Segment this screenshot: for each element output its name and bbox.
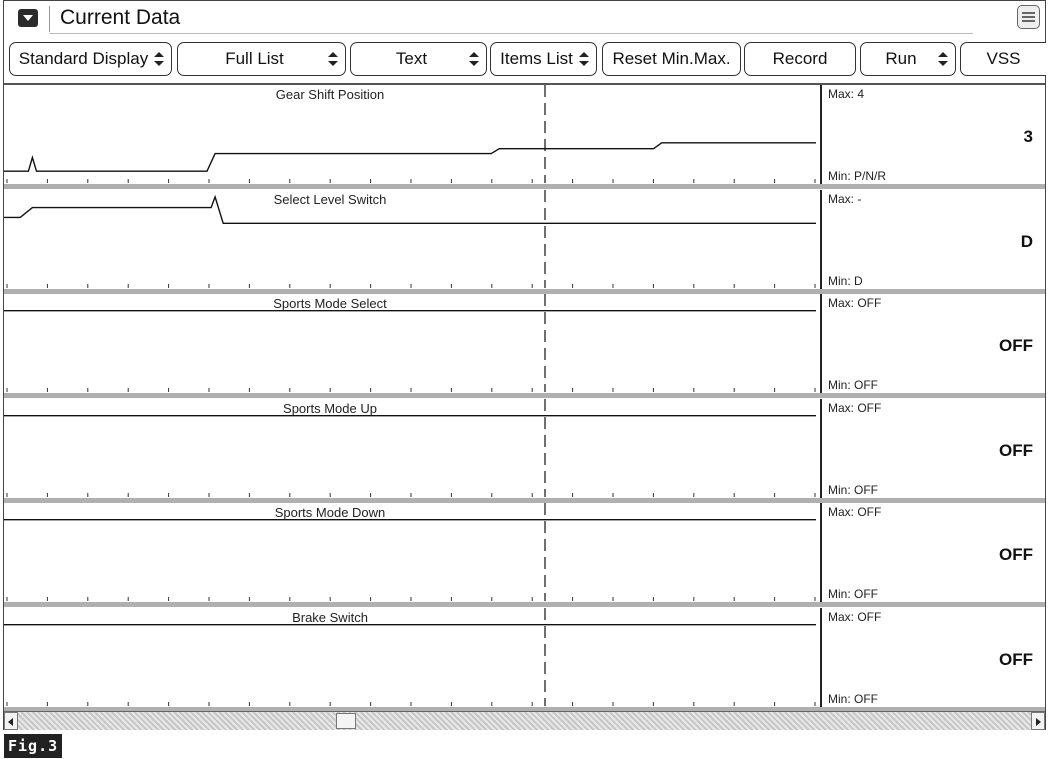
max-value: Max: OFF: [828, 505, 882, 519]
up-down-arrows-icon: [579, 52, 589, 66]
signal-name: Sports Mode Select: [273, 296, 387, 311]
value-divider: [820, 503, 822, 607]
items-list-select[interactable]: [490, 42, 597, 76]
full-list-select[interactable]: [177, 42, 346, 76]
text-label: Text: [395, 49, 428, 68]
record-button[interactable]: [744, 42, 856, 76]
graph-panel: [4, 294, 1045, 398]
current-value: OFF: [999, 649, 1033, 669]
current-value: OFF: [999, 545, 1033, 564]
signal-name: Select Level Switch: [273, 191, 387, 207]
reset-min-max-button[interactable]: [602, 42, 741, 76]
max-value: Max: OFF: [828, 609, 882, 624]
scroll-thumb[interactable]: [336, 713, 356, 729]
value-divider: [820, 85, 822, 189]
vss-label: VSS: [986, 49, 1021, 68]
list-menu-icon[interactable]: [1017, 5, 1040, 29]
max-value: Max: 4: [828, 87, 865, 101]
min-value: Min: P/N/R: [828, 169, 887, 183]
toolbar: [4, 42, 1045, 78]
horizontal-scrollbar[interactable]: [4, 711, 1045, 730]
graph-panel: [4, 503, 1045, 607]
max-value: Max: OFF: [828, 296, 882, 310]
vss-button[interactable]: [960, 42, 1046, 76]
current-value: D: [1020, 231, 1033, 251]
collapse-arrow-icon[interactable]: [18, 9, 38, 27]
panel-separator: [4, 184, 1045, 189]
up-down-arrows-icon: [154, 52, 164, 66]
run-select[interactable]: [860, 42, 956, 76]
up-down-arrows-icon: [469, 52, 479, 66]
title-underline: [49, 33, 973, 34]
max-value: Max: -: [828, 191, 862, 206]
full-list-label: Full List: [225, 49, 284, 68]
panel-separator: [4, 289, 1045, 294]
signal-name: Sports Mode Down: [274, 505, 386, 520]
window-title: Current Data: [60, 6, 181, 29]
standard-display-label: Standard Display: [18, 49, 149, 68]
signal-name: Gear Shift Position: [275, 87, 385, 102]
min-value: Min: D: [828, 273, 863, 288]
signal-trace: [4, 143, 816, 171]
run-label: Run: [885, 49, 917, 68]
record-label: Record: [772, 49, 828, 68]
value-divider: [820, 608, 822, 712]
title-bar: [4, 1, 1045, 37]
title-divider: [49, 6, 50, 32]
up-down-arrows-icon: [938, 52, 948, 66]
figure-caption: Fig.3: [4, 734, 62, 758]
graph-panel: [4, 85, 1045, 189]
panel-separator: [4, 498, 1045, 503]
items-list-label: Items List: [500, 49, 573, 68]
current-data-window: [3, 0, 1046, 730]
panel-separator: [4, 602, 1045, 607]
panel-separator: [4, 393, 1045, 398]
scroll-left-arrow-icon[interactable]: [4, 712, 18, 730]
reset-min-max-label: Reset Min.Max.: [612, 49, 731, 68]
value-divider: [820, 294, 822, 398]
text-select[interactable]: [350, 42, 487, 76]
graph-panel: [4, 190, 1045, 294]
signal-name: Sports Mode Up: [283, 400, 377, 416]
value-divider: [820, 190, 822, 294]
value-divider: [820, 399, 822, 503]
graph-panel: [4, 608, 1045, 712]
current-value: 3: [1023, 127, 1033, 146]
min-value: Min: OFF: [828, 378, 878, 392]
graph-panel: [4, 399, 1045, 503]
min-value: Min: OFF: [828, 482, 878, 497]
signal-name: Brake Switch: [292, 609, 368, 625]
current-value: OFF: [999, 336, 1033, 355]
standard-display-select[interactable]: [9, 42, 172, 76]
up-down-arrows-icon: [328, 52, 338, 66]
max-value: Max: OFF: [828, 400, 882, 415]
min-value: Min: OFF: [828, 691, 878, 706]
min-value: Min: OFF: [828, 587, 878, 601]
scroll-right-arrow-icon[interactable]: [1031, 712, 1045, 730]
current-value: OFF: [999, 440, 1033, 460]
